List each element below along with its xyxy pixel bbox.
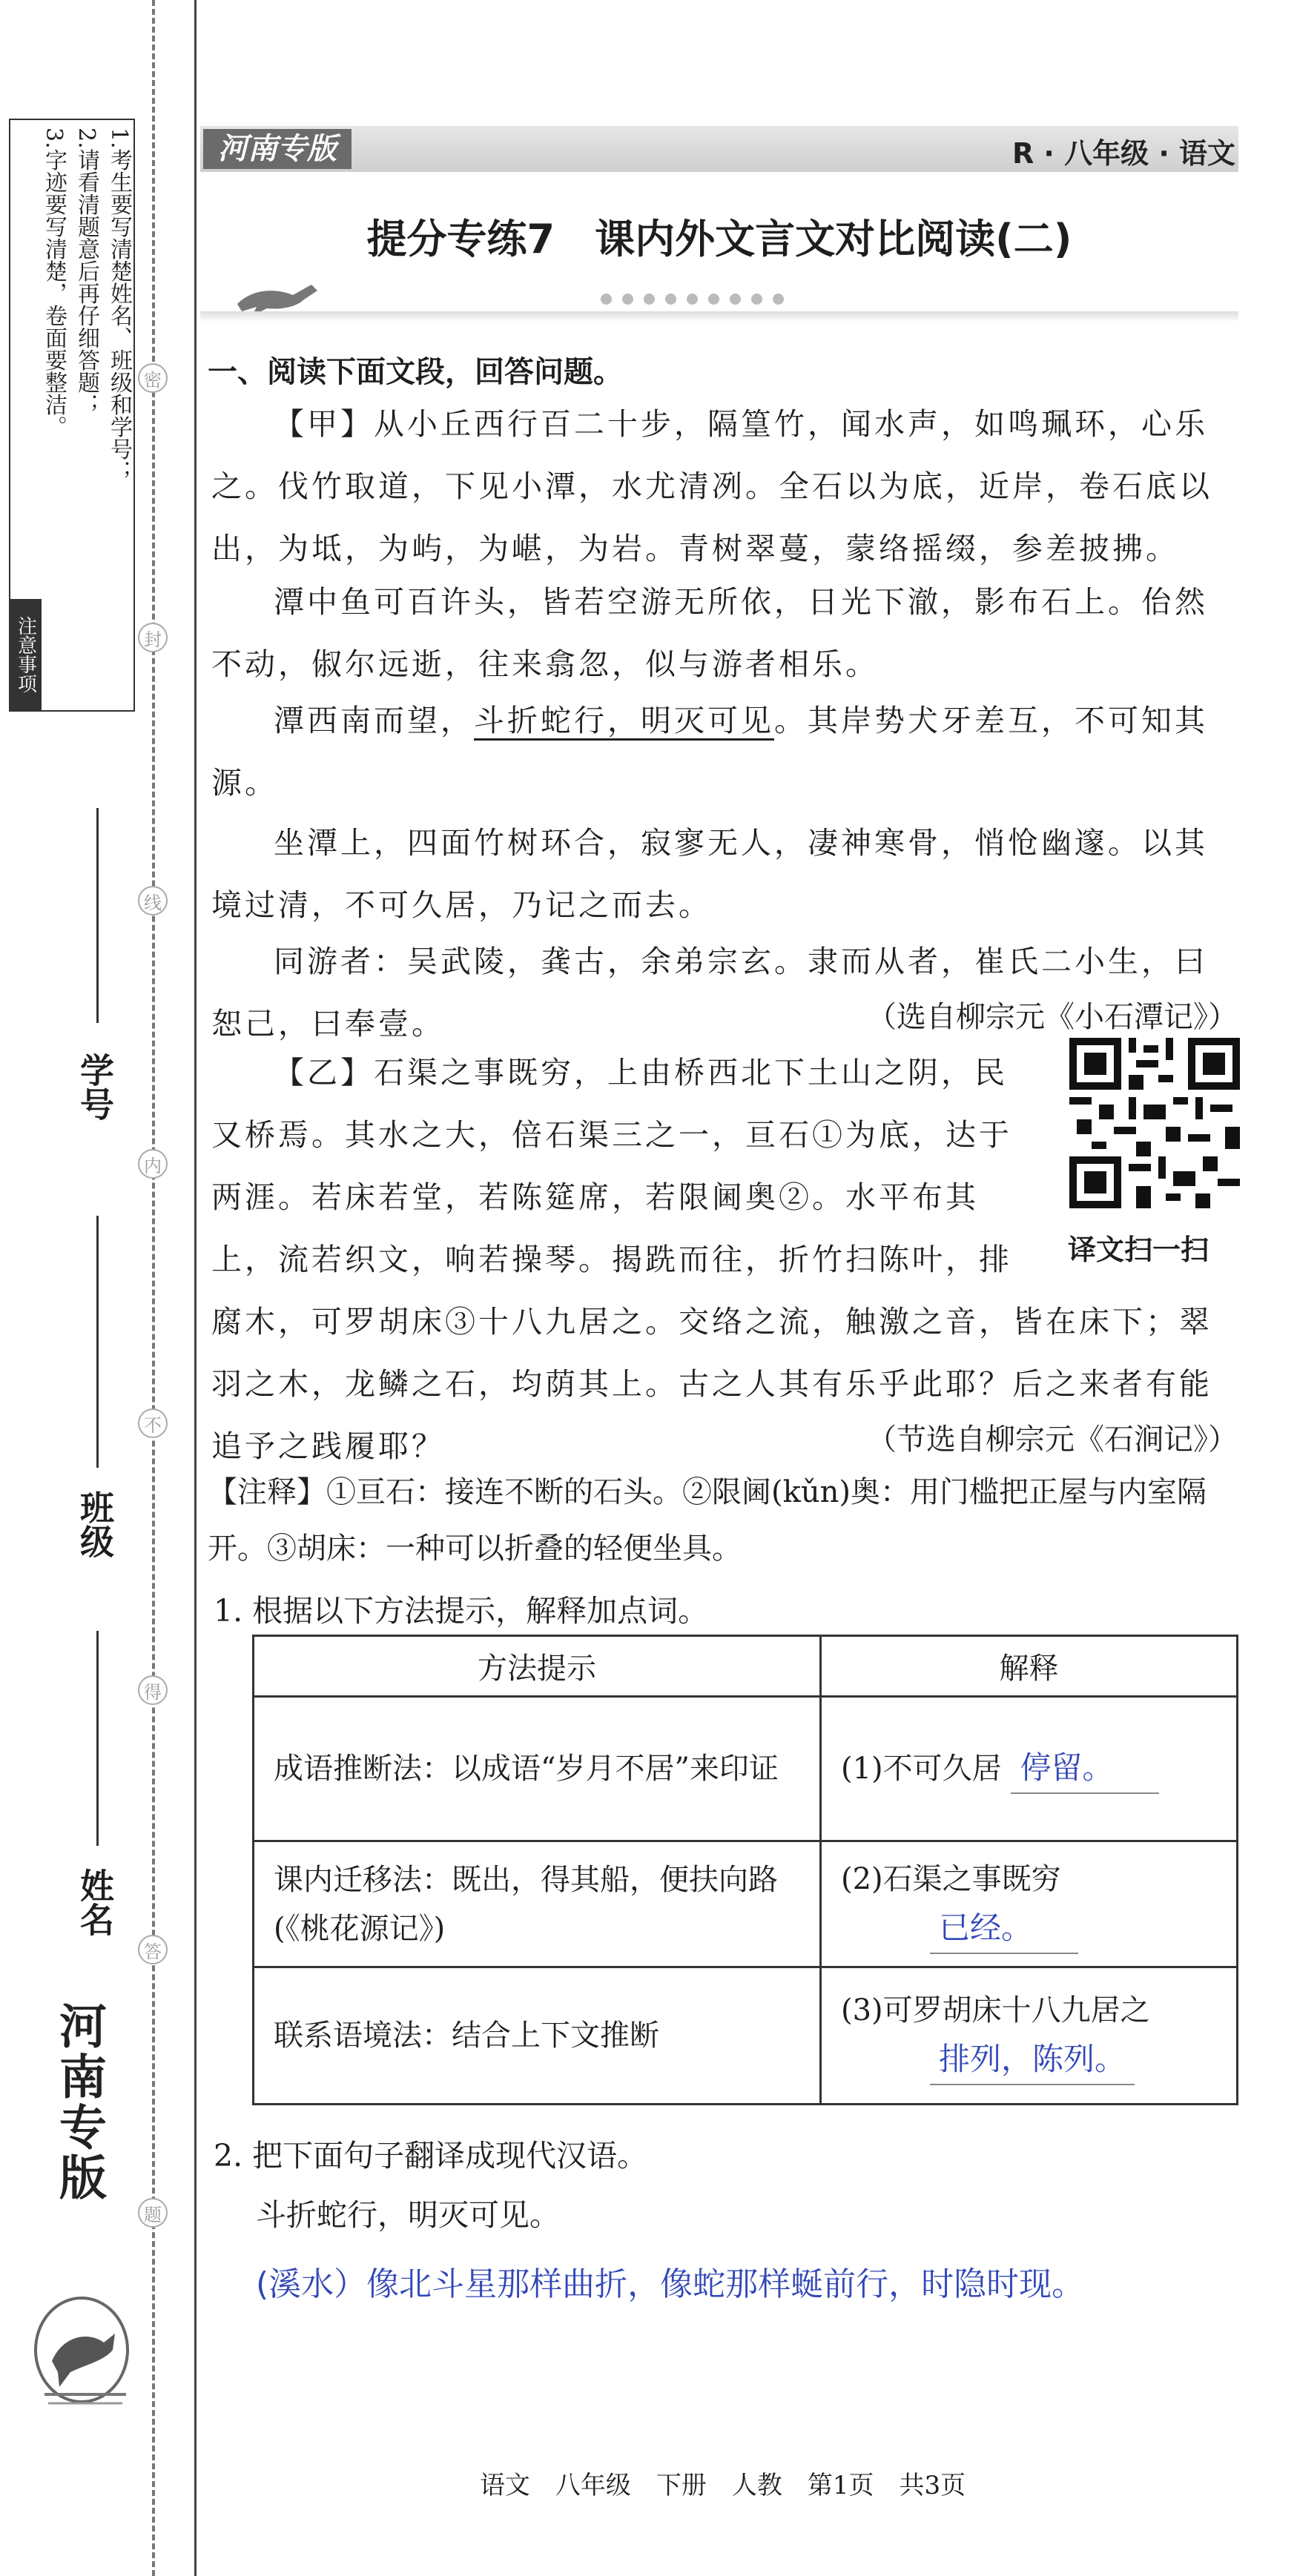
answer-field[interactable]: 排列，陈列。 bbox=[930, 2035, 1135, 2085]
seal-char: 题 bbox=[138, 2198, 168, 2228]
p3-after: 。其岸势犬牙差互，不可知其源。 bbox=[211, 703, 1208, 801]
header-band bbox=[200, 126, 1238, 172]
seal-char: 内 bbox=[138, 1149, 168, 1179]
question-text: (1)不可久居 bbox=[841, 1752, 1002, 1786]
seal-solid-line bbox=[194, 0, 197, 2576]
notice-box bbox=[9, 119, 135, 712]
student-id-label: 学号 bbox=[75, 1053, 115, 1121]
seal-char: 线 bbox=[138, 886, 168, 915]
passage-jia-p5: 同游者：吴武陵，龚古，余弟宗玄。隶而从者，崔氏二小生，曰恕己，曰奉壹。 bbox=[211, 944, 1208, 1042]
page-header bbox=[200, 126, 1238, 326]
p3-before: 潭西南而望， bbox=[274, 703, 474, 738]
notice-line: 1.考生要写清楚姓名、班级和学号； bbox=[106, 128, 132, 483]
class-line[interactable] bbox=[96, 1216, 99, 1468]
seal-char: 不 bbox=[138, 1408, 168, 1438]
class-label: 班级 bbox=[75, 1490, 115, 1558]
passage-yi-l2: 又桥焉。其水之大，倍石渠三之一，亘石①为底，达于 bbox=[211, 1117, 1012, 1153]
table-row bbox=[254, 1967, 1238, 2105]
passage-jia-p4: 坐潭上，四面竹树环合，寂寥无人，凄神寒骨，悄怆幽邃。以其境过清，不可久居，乃记之而去。 bbox=[211, 825, 1208, 923]
passage-yi-l1: 【乙】石渠之事既穷，上由桥西北下土山之阴，民 bbox=[274, 1055, 1008, 1090]
page-footer: 语文 八年级 下册 人教 第1页 共3页 bbox=[479, 2471, 966, 2500]
explain-cell bbox=[821, 1967, 1238, 2105]
explain-cell bbox=[821, 1841, 1238, 1967]
explain-cell bbox=[821, 1697, 1238, 1841]
passage-jia-p3 bbox=[211, 689, 1235, 814]
passage-yi-l3: 两涯。若床若堂，若陈筵席，若限阃奥②。水平布其 bbox=[211, 1179, 979, 1215]
col-explain-header: 解释 bbox=[821, 1636, 1238, 1697]
source-jia: （选自柳宗元《小石潭记》） bbox=[867, 1000, 1238, 1034]
name-label: 姓名 bbox=[75, 1868, 115, 1936]
question-2-prompt: 2. 把下面句子翻译成现代汉语。 bbox=[214, 2138, 648, 2173]
passage-jia-p1: 【甲】从小丘西行百二十步，隔篁竹，闻水声，如鸣珮环，心乐之。伐竹取道，下见小潭，水尤清冽。全石以为底，近岸，卷石底以出，为坻，为屿，为嵁，为岩。青树翠蔓，蒙络摇缀，参差披拂。 bbox=[211, 406, 1212, 566]
notice-line: 2.请看清题意后再仔细答题； bbox=[73, 128, 99, 416]
col-method-header: 方法提示 bbox=[254, 1636, 821, 1697]
seal-char: 答 bbox=[138, 1935, 168, 1964]
notice-list bbox=[41, 128, 133, 706]
grade-subject-tag: R · 八年级 · 语文 bbox=[1011, 137, 1235, 170]
seal-char: 密 bbox=[138, 363, 168, 393]
seal-char: 封 bbox=[138, 623, 168, 652]
method-cell: 课内迁移法：既出，得其船，便扶向路(《桃花源记》) bbox=[254, 1841, 821, 1967]
decorative-dots bbox=[601, 294, 784, 305]
translation-answer[interactable]: (溪水）像北斗星那样曲折，像蛇那样蜒前行，时隐时现。 bbox=[256, 2265, 1085, 2303]
source-yi: （节选自柳宗元《石涧记》） bbox=[867, 1423, 1238, 1457]
notice-line: 3.字迹要写清楚，卷面要整洁。 bbox=[41, 128, 67, 438]
page-title: 提分专练7 课内外文言文对比阅读(二) bbox=[366, 216, 1072, 262]
qr-caption: 译文扫一扫 bbox=[1068, 1234, 1209, 1266]
passage-yi-l5: 腐木，可罗胡床③十八九居之。交络之流，触激之音，皆在床下；翠羽之木，龙鳞之石，均荫其上。古之人其有乐乎此耶？后之来者有能追予之践履耶？ bbox=[211, 1304, 1212, 1464]
passage-yi-l4: 上，流若织文，响若操琴。揭跣而往，折竹扫陈叶，排 bbox=[211, 1242, 1012, 1277]
header-divider bbox=[200, 311, 1238, 322]
annotation-notes: 【注释】①亘石：接连不断的石头。②限阃(kǔn)奥：用门槛把正屋与内室隔开。③胡床：一种可以折叠的轻便坐具。 bbox=[208, 1475, 1207, 1566]
name-line[interactable] bbox=[96, 1631, 99, 1846]
notice-heading: 注意事项 bbox=[10, 599, 42, 710]
passage-jia-p2: 潭中鱼可百许头，皆若空游无所依，日光下澈，影布石上。佁然不动，俶尔远逝，往来翕忽，似与游者相乐。 bbox=[211, 584, 1208, 682]
binding-margin bbox=[0, 0, 194, 2576]
section-heading: 一、阅读下面文段，回答问题。 bbox=[208, 355, 623, 389]
question-text: (2)石渠之事既穷 bbox=[841, 1861, 1061, 1896]
seal-char: 得 bbox=[138, 1675, 168, 1705]
underlined-sentence: 斗折蛇行，明灭可见 bbox=[474, 703, 774, 741]
question-2-sentence: 斗折蛇行，明灭可见。 bbox=[256, 2197, 560, 2233]
method-cell: 成语推断法：以成语“岁月不居”来印证 bbox=[254, 1697, 821, 1841]
question-1-prompt: 1. 根据以下方法提示，解释加点词。 bbox=[214, 1593, 709, 1629]
answer-field[interactable]: 停留。 bbox=[1011, 1744, 1159, 1794]
qr-code-icon[interactable] bbox=[1069, 1038, 1240, 1208]
table-row bbox=[254, 1697, 1238, 1841]
method-table bbox=[252, 1635, 1238, 2105]
brand-tag: 河南专版 bbox=[203, 129, 352, 169]
question-text: (3)可罗胡床十八九居之 bbox=[841, 1993, 1150, 2027]
table-row bbox=[254, 1841, 1238, 1967]
brand-logo-vertical: 河南专版 bbox=[51, 2001, 106, 2203]
answer-field[interactable]: 已经。 bbox=[930, 1904, 1078, 1954]
horse-emblem-icon bbox=[30, 2291, 141, 2417]
method-cell: 联系语境法：结合上下文推断 bbox=[254, 1967, 821, 2105]
student-id-line[interactable] bbox=[96, 808, 99, 1023]
